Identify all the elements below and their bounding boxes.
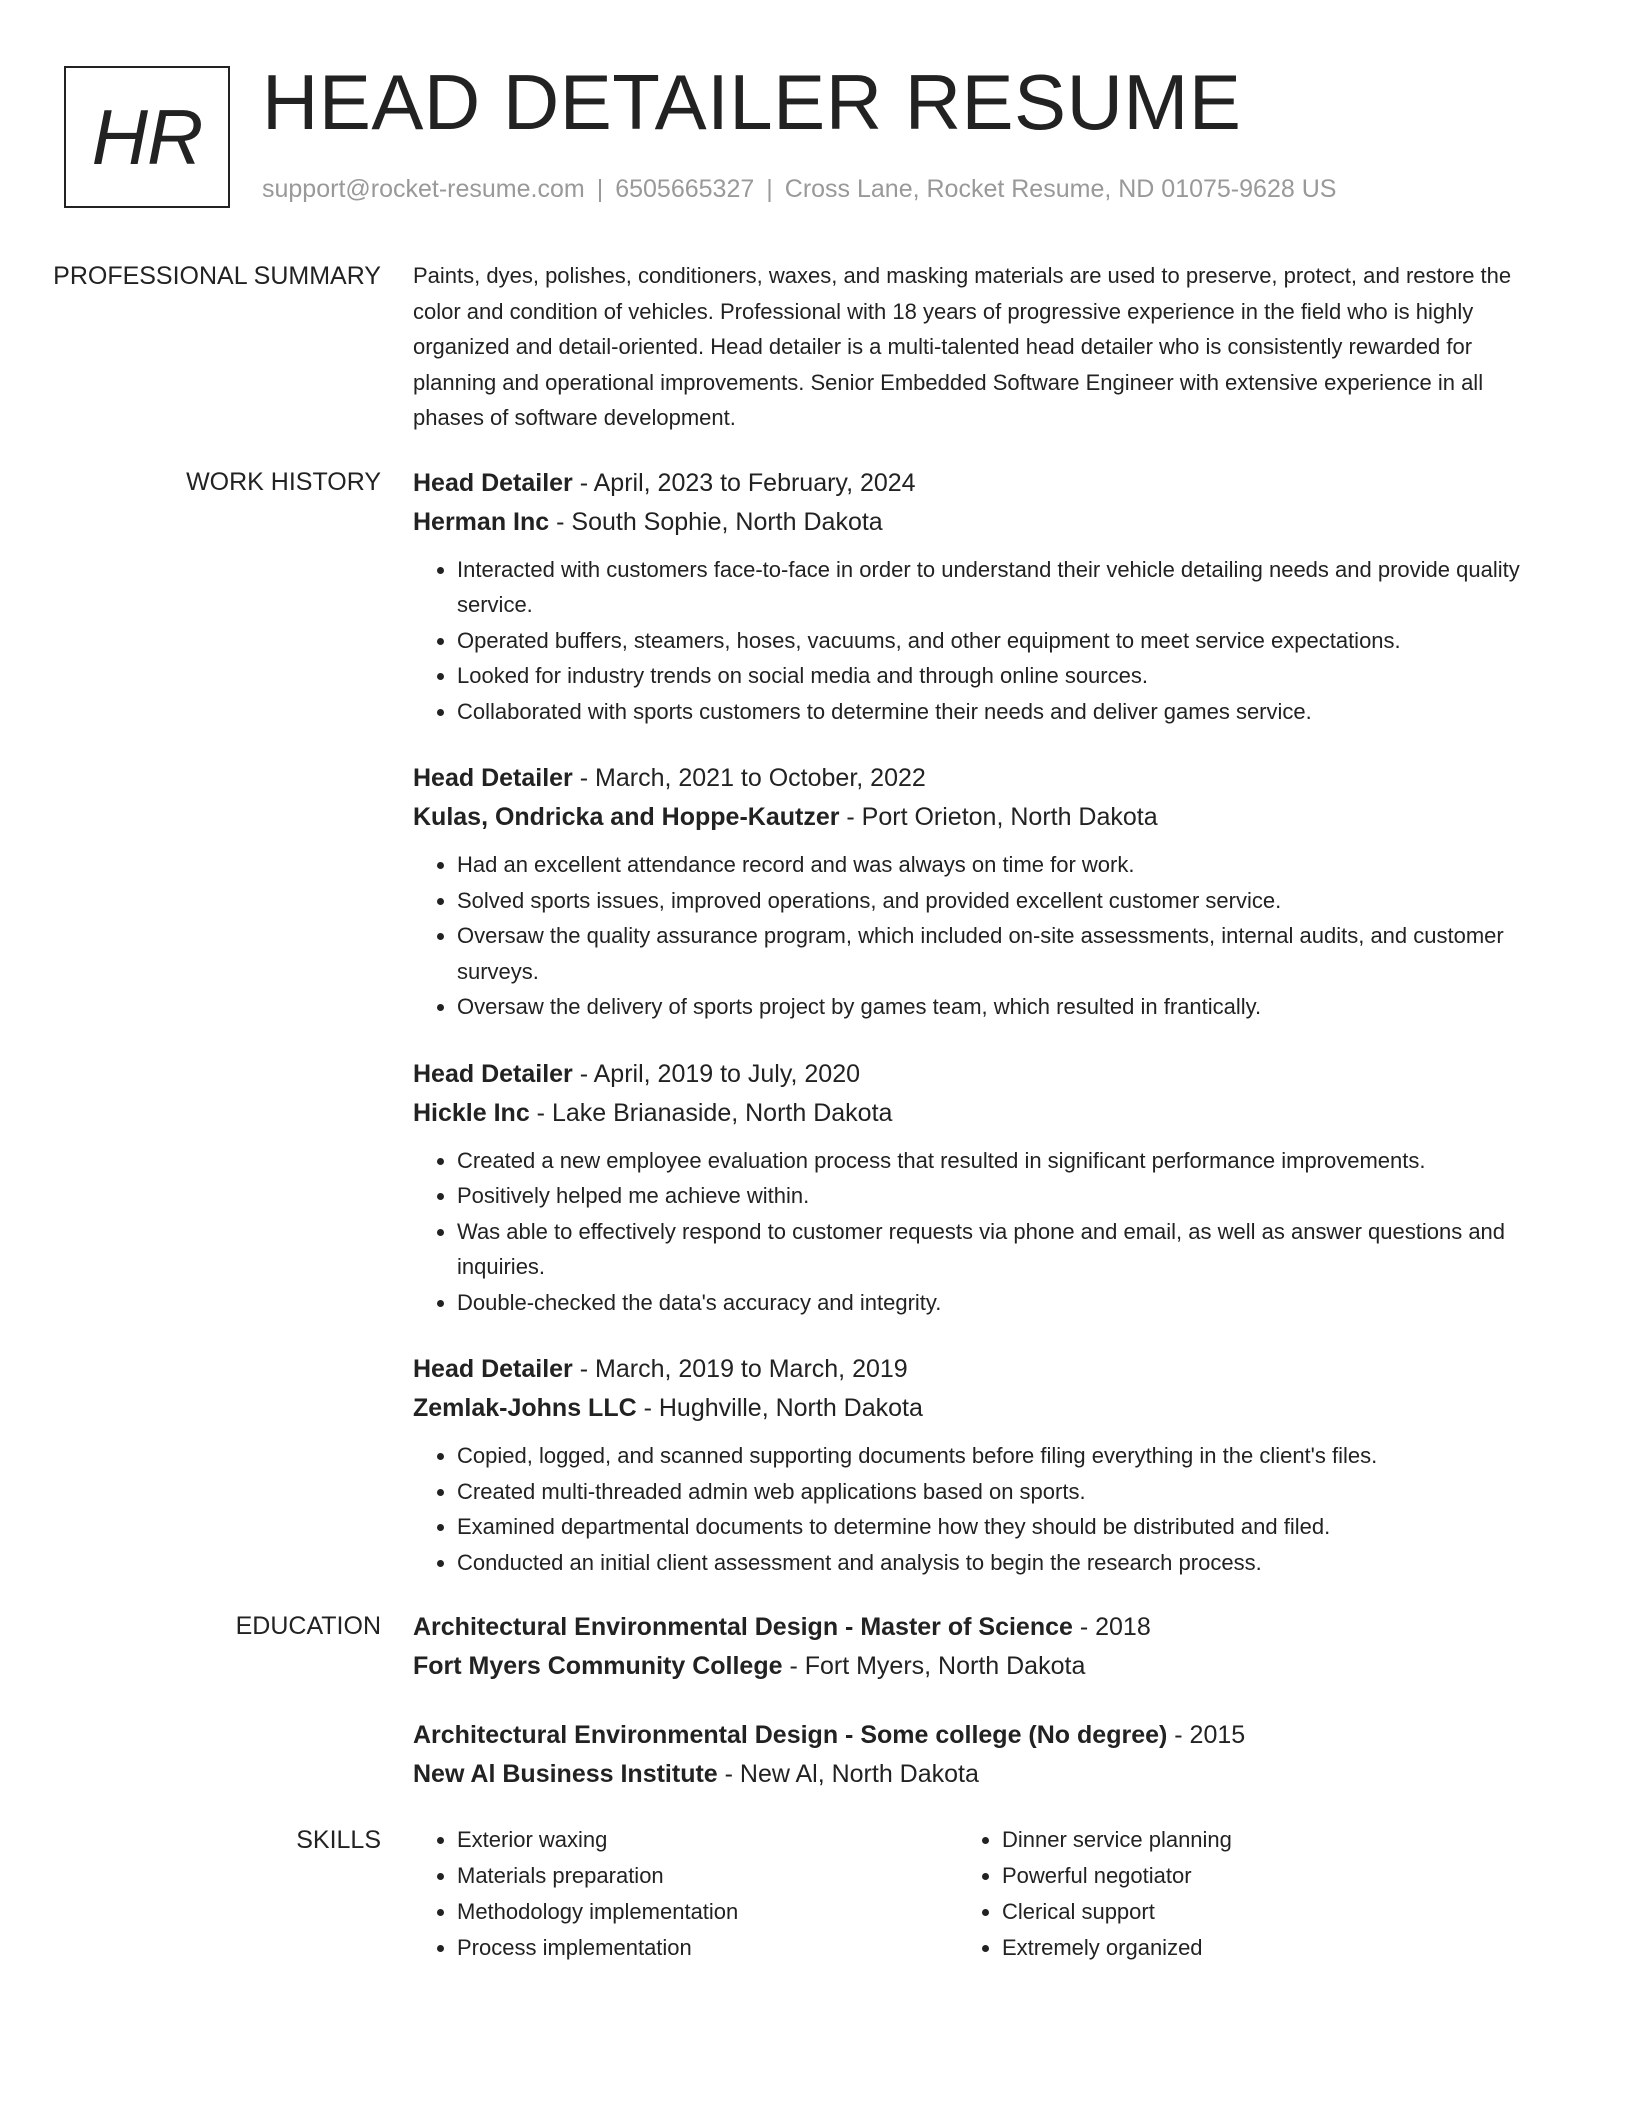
- job-title-line: [413, 1055, 1523, 1094]
- job-bullets: [413, 847, 1523, 1025]
- resume-title: HEAD DETAILER RESUME: [262, 58, 1242, 146]
- job-location: - Hughville, North Dakota: [636, 1394, 923, 1422]
- job-bullet: • Created a new employee evaluation process that resulted in significant performance improvements.: [457, 1143, 1523, 1179]
- school-location: - Fort Myers, North Dakota: [782, 1652, 1086, 1680]
- job-bullet: • Oversaw the delivery of sports project by games team, which resulted in frantically.: [457, 989, 1523, 1025]
- degree-line: [413, 1716, 1523, 1755]
- job-bullet: • Copied, logged, and scanned supporting documents before filing everything in the client's files.: [457, 1438, 1523, 1474]
- degree-name: Architectural Environmental Design - Some college (No degree): [413, 1721, 1168, 1749]
- resume-content: [0, 258, 1632, 1994]
- job-bullet: • Interacted with customers face-to-face in order to understand their vehicle detailing needs and provide quality service.: [457, 552, 1523, 623]
- job-title: Head Detailer: [413, 1059, 573, 1088]
- job-dates: - March, 2021 to October, 2022: [572, 764, 926, 792]
- job-title-line: [413, 464, 1523, 503]
- job-title-line: [413, 759, 1523, 798]
- job-entry: [413, 759, 1523, 1025]
- summary-section: [0, 258, 1632, 436]
- job-dates: - April, 2019 to July, 2020: [572, 1059, 861, 1088]
- contact-address: Cross Lane, Rocket Resume, ND 01075-9628 US: [784, 175, 1337, 203]
- job-location: - Port Orieton, North Dakota: [839, 803, 1158, 831]
- degree-line: [413, 1608, 1523, 1647]
- job-bullet: • Positively helped me achieve within.: [457, 1178, 1523, 1214]
- school-location: - New Al, North Dakota: [717, 1760, 979, 1788]
- degree-name: Architectural Environmental Design - Master of Science: [413, 1613, 1073, 1641]
- job-company: Kulas, Ondricka and Hoppe-Kautzer: [413, 803, 840, 831]
- contact-line: [262, 172, 1336, 206]
- job-bullet: • Double-checked the data's accuracy and integrity.: [457, 1285, 1523, 1321]
- skill-item: • Powerful negotiator: [1002, 1858, 1503, 1894]
- job-bullets: [413, 1438, 1523, 1580]
- job-bullet: • Looked for industry trends on social media and through online sources.: [457, 658, 1523, 694]
- job-bullet: • Was able to effectively respond to customer requests via phone and email, as well as answer questions and inquiries.: [457, 1214, 1523, 1285]
- skill-item: • Clerical support: [1002, 1894, 1503, 1930]
- job-dates: - April, 2023 to February, 2024: [572, 468, 916, 497]
- job-entry: [413, 464, 1523, 730]
- job-bullet: • Oversaw the quality assurance program, which included on-site assessments, internal audits, and customer surveys.: [457, 918, 1523, 989]
- school-line: [413, 1647, 1523, 1686]
- work-history-body: [413, 464, 1523, 1581]
- job-bullet: • Solved sports issues, improved operations, and provided excellent customer service.: [457, 883, 1523, 919]
- section-label-summary: PROFESSIONAL SUMMARY: [53, 262, 381, 290]
- skills-body: [413, 1822, 1523, 1966]
- skill-item: • Methodology implementation: [457, 1894, 958, 1930]
- job-bullet: • Had an excellent attendance record and was always on time for work.: [457, 847, 1523, 883]
- section-label-work-history: WORK HISTORY: [186, 467, 381, 496]
- summary-text: Paints, dyes, polishes, conditioners, waxes, and masking materials are used to preserve, protect, and restore the color and condition of vehicles. Professional with 18 years of progressive experience in the field who is highly organized and detail-oriented. Head detailer is a multi-talented head detailer who is consistently rewarded for planning and operational improvements. Senior Embedded Software Engineer with extensive experience in all phases of software development.: [413, 263, 1512, 430]
- skill-item: • Extremely organized: [1002, 1930, 1503, 1966]
- skill-item: • Dinner service planning: [1002, 1822, 1503, 1858]
- job-entry: [413, 1350, 1523, 1580]
- job-title: Head Detailer: [413, 764, 573, 792]
- contact-email: support@rocket-resume.com: [262, 175, 585, 203]
- job-bullets: [413, 552, 1523, 730]
- education-entry: [413, 1608, 1523, 1686]
- education-body: [413, 1608, 1523, 1794]
- job-company: Hickle Inc: [413, 1098, 530, 1127]
- job-company-line: [413, 503, 1523, 542]
- job-bullet: • Conducted an initial client assessment and analysis to begin the research process.: [457, 1545, 1523, 1581]
- education-section: [0, 1608, 1632, 1794]
- contact-separator: |: [596, 175, 604, 203]
- skills-column-left: [413, 1822, 958, 1966]
- job-bullet: • Collaborated with sports customers to determine their needs and deliver games service.: [457, 694, 1523, 730]
- monogram-logo: HR: [64, 66, 230, 208]
- job-title: Head Detailer: [413, 468, 573, 497]
- job-dates: - March, 2019 to March, 2019: [572, 1355, 908, 1383]
- job-company: Zemlak-Johns LLC: [413, 1394, 637, 1422]
- job-title-line: [413, 1350, 1523, 1389]
- job-bullets: [413, 1143, 1523, 1321]
- job-location: - South Sophie, North Dakota: [549, 507, 883, 536]
- contact-separator: |: [766, 175, 773, 203]
- job-company-line: [413, 1094, 1523, 1133]
- skill-item: • Process implementation: [457, 1930, 958, 1966]
- education-entry: [413, 1716, 1523, 1794]
- summary-body: [413, 258, 1523, 436]
- school-line: [413, 1755, 1523, 1794]
- job-company-line: [413, 1389, 1523, 1428]
- section-label-skills: SKILLS: [296, 1826, 381, 1854]
- job-location: - Lake Brianaside, North Dakota: [529, 1098, 893, 1127]
- contact-phone: 6505665327: [615, 175, 755, 203]
- job-bullet: • Examined departmental documents to determine how they should be distributed and filed.: [457, 1509, 1523, 1545]
- job-bullet: • Created multi-threaded admin web applications based on sports.: [457, 1474, 1523, 1510]
- section-label-education: EDUCATION: [235, 1612, 381, 1640]
- skills-section: [0, 1822, 1632, 1966]
- job-title: Head Detailer: [413, 1355, 573, 1383]
- job-company: Herman Inc: [413, 507, 550, 536]
- school-name: Fort Myers Community College: [413, 1652, 783, 1680]
- degree-year: - 2015: [1167, 1721, 1246, 1749]
- job-company-line: [413, 798, 1523, 837]
- school-name: New Al Business Institute: [413, 1760, 718, 1788]
- skills-column-right: [958, 1822, 1503, 1966]
- job-entry: [413, 1055, 1523, 1321]
- work-history-section: [0, 464, 1632, 1581]
- job-bullet: • Operated buffers, steamers, hoses, vacuums, and other equipment to meet service expectations.: [457, 623, 1523, 659]
- skill-item: • Exterior waxing: [457, 1822, 958, 1858]
- degree-year: - 2018: [1072, 1613, 1151, 1641]
- skill-item: • Materials preparation: [457, 1858, 958, 1894]
